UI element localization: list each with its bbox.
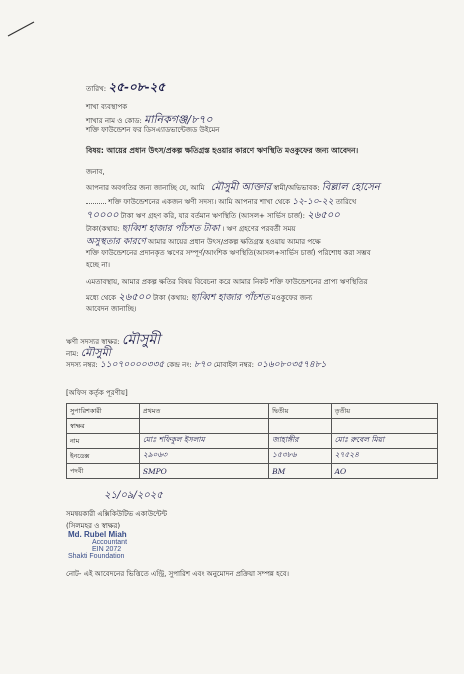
date-value: ২৫-০৮-২৫ [108,80,166,94]
table-row [67,434,438,449]
office-section-label: [অফিস কর্তৃক পূরণীয়] [66,389,128,397]
table-header: সুপারিশকারী [67,404,140,419]
subject-text: আয়ের প্রধান উৎস/প্রকল্প ক্ষতিগ্রস্ত হওয়ার কারণে ঋণস্থিতি মওকুফের জন্য আবেদন। [106,146,359,155]
table-header: তৃতীয় [331,404,437,419]
officer-sign-date-hw: ২১/০৯/২০২৫ [104,490,163,501]
officer-title: সমন্বয়কারী এক্সিকিউটিভ একাউন্টেন্ট [66,510,167,518]
organization-name: শক্তি ফাউন্ডেশন ফর ডিসএ্যাডভান্টেজড উইমেন [86,126,220,134]
stamp-org: Shakti Foundation [68,553,125,560]
applicant-name-value: মৌসুমী [80,346,111,359]
table-cell [331,419,437,434]
para2-line-3: আবেদন জানাচ্ছি। [86,305,137,313]
date-label: তারিখ: [86,85,107,93]
officer-subtitle: (সিলমহর ও স্বাক্ষর) [66,522,121,530]
applicant-ids-line [66,357,326,372]
applicant-name-hw: মৌসুমী আক্তার [210,182,272,193]
body-text: টাকা(কথায়: [86,225,120,233]
row-label: ইনডেক্স [67,449,140,464]
mobile-value: ০১৬০৮০৩৫৭৪৮১ [256,360,327,370]
table-cell: SMPO [139,464,268,479]
reason-hw: অসুস্থতার কারণে [86,237,146,247]
husband-name-hw: বিল্লাল হোসেন [321,182,380,193]
table-header: প্রথমত [139,404,268,419]
table-row [67,419,438,434]
mobile-label: মোবাইল নম্বর: [213,361,254,369]
signature-label: ঋণী সদস্যর স্বাক্ষর: [66,338,120,346]
addressee-title: শাখা ব্যবস্থাপক [86,103,128,111]
table-cell: ২৯০৬৩ [139,449,268,464]
table-cell: জাহাঙ্গীর [269,434,331,449]
subject-line [86,146,358,158]
body-text: শক্তি ফাউন্ডেশনের একজন ঋণী সদস্য। আমি আপনার শাখা থেকে [108,198,291,206]
table-header-row [67,404,438,419]
waive-words-hw: ছাব্বিশ হাজার পাঁচশত [190,293,270,303]
row-label: নাম [67,434,140,449]
table-cell: ১৫৩৮৬ [269,449,331,464]
row-label: স্বাক্ষর [67,419,140,434]
salutation: জনাব, [86,168,105,176]
body-text: মওকুফের জন্য [271,294,313,302]
body-line-2 [86,194,356,209]
stamp-code: EIN 2072 [92,546,122,553]
name-label: নাম: [66,350,79,358]
body-line-6: শক্তি ফাউন্ডেশনের প্রদানকৃত ঋণের সম্পূর্ণ/আংশিক ঋণস্থিতি(আসল+সার্ভিস চার্জ) পরিশোধ করা সম্ভব [86,249,371,257]
stamp-title: Accountant [92,539,128,546]
para2-line-1: এমতাবস্থায়, আমার প্রকল্প ক্ষতির বিষয় বিবেচনা করে আমার নিকট শক্তি ফাউন্ডেশনের প্রাপ্য ঋণস্থিতির [86,278,368,286]
table-cell [269,419,331,434]
table-row [67,449,438,464]
footer-note: নোট- এই আবেদনের ভিত্তিতে এন্ট্রি, সুপারিশ এবং অনুমোদন প্রক্রিয়া সম্পন্ন হবে। [66,570,290,578]
body-text: মধ্যে থেকে [86,294,116,302]
table-cell: মোঃ রুবেল মিয়া [331,434,437,449]
pen-mark [6,18,36,38]
table-row [67,464,438,479]
branch-value: মানিকগঞ্জ/৮৭০ [144,113,213,126]
body-text: স্বামী/অভিভাবক: [273,184,320,192]
body-text: টাকা (কথায়: [152,294,189,302]
date-line [86,79,165,99]
body-text: টাকা ঋণ গ্রহণ করি, যার বর্তমান ঋণস্থিতি (আসল+ সার্ভিস চার্জ): [120,212,306,220]
balance-hw: ২৬৫০০ [307,210,340,221]
table-cell [139,419,268,434]
official-stamp [68,530,127,560]
balance-words-hw: ছাব্বিশ হাজার পাঁচশত টাকা [121,224,220,234]
branch-label: শাখার নাম ও কোড: [86,117,142,125]
stamp-name: Md. Rubel Miah [68,530,127,539]
member-no-value: ১১০৭০০০০৩৩৫ [99,360,165,370]
loan-date-hw: ১২-১০-২২ [292,197,334,207]
office-table [66,403,438,479]
table-cell: ২৭৫২৪ [331,449,437,464]
body-text: আমার আয়ের প্রধান উৎস/প্রকল্প ক্ষতিগ্রস্ত হওয়ায় আমার পক্ষে [148,238,321,246]
body-line-7: হচ্ছে না। [86,261,111,269]
center-value: ৮৭০ [193,360,212,370]
body-text: তারিখে [335,198,357,206]
table-cell: মোঃ শফিকুল ইসলাম [139,434,268,449]
table-cell: AO [331,464,437,479]
table-header: দ্বিতীয় [269,404,331,419]
member-no-label: সদস্য নম্বর: [66,361,98,369]
row-label: পদবী [67,464,140,479]
table-cell: BM [269,464,331,479]
body-text: আপনার অবগতির জন্য জানাচ্ছি যে, আমি [86,184,205,192]
subject-label: বিষয়: [86,146,104,155]
loan-amount-hw: ৭০০০০ [86,210,119,221]
applicant-signature-hw: মৌসুমী [121,332,161,348]
center-label: কেন্দ্র নং: [166,361,192,369]
waive-amount-hw: ২৬৫০০ [118,292,151,303]
body-text: । ঋণ গ্রহণের পরবর্তী সময় [221,225,296,233]
